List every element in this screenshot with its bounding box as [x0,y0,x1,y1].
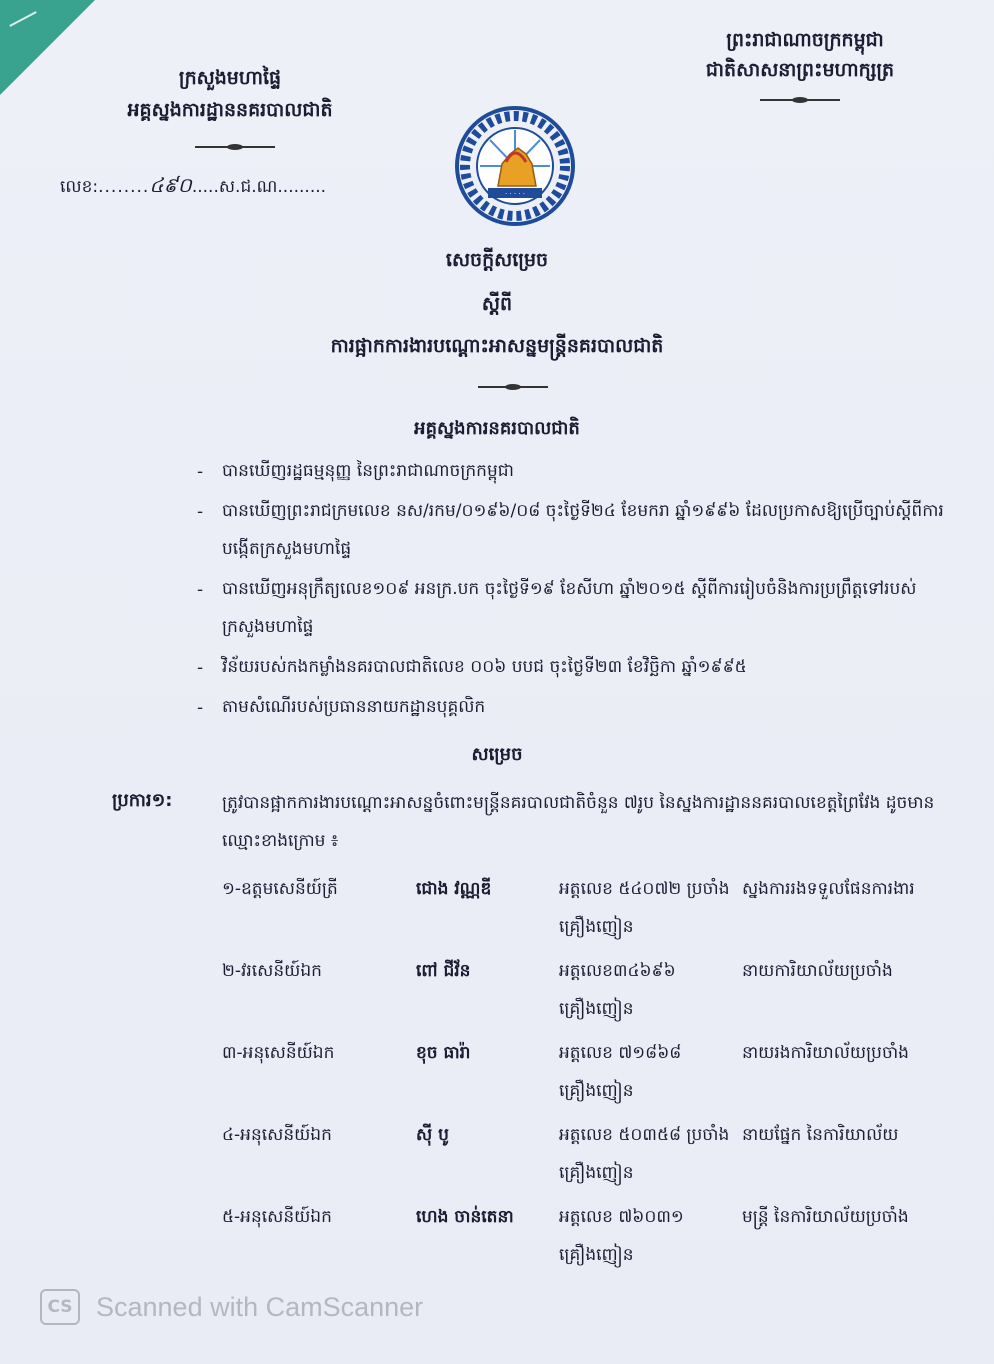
legal-basis-item: វិន័យរបស់កងកម្លាំងនគរបាលជាតិលេខ ០០៦ បបជ ចុះថ្ងៃទី២៣ ខែវិច្ឆិកា ឆ្នាំ១៩៩៥ [222,657,747,677]
issuer-heading: អគ្គស្នងការនគរបាលជាតិ [414,418,580,439]
decision-heading: សម្រេច [471,744,523,765]
document-subject-label: ស្ដីពី [481,293,513,315]
officer-id: អត្តលេខ ៧៦០៣១ គ្រឿងញៀន [559,1207,684,1265]
officer-name: ហេង ចាន់តេនា [416,1207,514,1227]
svg-text:· · · · ·: · · · · · [504,190,526,198]
department-name: អគ្គស្នងការដ្ឋាននគរបាលជាតិ [127,99,333,121]
officer-rank: ៥-អនុសេនីយ៍ឯក [222,1207,332,1227]
article-body: ត្រូវបានផ្អាកការងារបណ្ដោះអាសន្នចំពោះមន្ត្រីនគរបាលជាតិចំនួន ៧រូប នៃស្នងការដ្ឋាននគរបាលខេត្តព្រៃវែង ដូចមានឈ្មោះខាងក្រោម ៖ [222,793,935,851]
officer-rank: ៤-អនុសេនីយ៍ឯក [222,1125,332,1145]
officer-position: ស្នងការរងទទួលផែនការងារ [742,879,915,899]
bullet-marker: - [197,698,204,718]
officer-name: ខុច ធារ៉ា [416,1043,471,1063]
article-label: ប្រការ១: [112,790,173,811]
bullet-marker: - [197,658,204,678]
reference-handwritten-number: ៤៩០ [149,173,192,197]
officer-id: អត្តលេខ ៥៤០៧២ ប្រចាំងគ្រឿងញៀន [559,879,730,937]
legal-basis-item: បានឃើញរដ្ឋធម្មនុញ្ញ នៃព្រះរាជាណាចក្រកម្ពុជា [222,461,514,481]
title-divider [478,386,548,388]
officer-rank: ៣-អនុសេនីយ៍ឯក [222,1043,335,1063]
officer-position: នាយរងការិយាល័យប្រចាំង [742,1043,909,1063]
reference-suffix: ស.ជ.ណ [218,177,278,197]
officer-name: ស៊ី បូ [416,1125,449,1145]
bullet-marker: - [197,462,204,482]
officer-name: ពៅ ជីវ័ន [416,961,471,981]
officer-id: អត្តលេខ ៥០៣៥៨ ប្រចាំងគ្រឿងញៀន [559,1125,730,1183]
document-title: សេចក្ដីសម្រេច [445,249,549,271]
officer-id: អត្តលេខ ៧១៨៦៨ គ្រឿងញៀន [559,1043,682,1101]
national-police-emblem [440,104,590,228]
bullet-marker: - [197,580,204,600]
national-motto: ជាតិសាសនាព្រះមហាក្សត្រ [705,59,895,81]
legal-basis-item: បានឃើញព្រះរាជក្រមលេខ នស/រកម/០១៩៦/០៨ ចុះថ្ងៃទី២៤ ខែមករា ឆ្នាំ១៩៩៦ ដែលប្រកាសឱ្យប្រើច្បាប់ស្ដីពីការបង្កើតក្រសួងមហាផ្ទៃ [222,501,944,559]
reference-label: លេខ: [60,177,99,197]
reference-number: លេខ:........៤៩០.....ស.ជ.ណ......... [60,173,327,197]
header-left-divider [195,146,275,148]
officer-position: មន្ត្រី នៃការិយាល័យប្រចាំង [742,1207,909,1227]
legal-basis-item: បានឃើញអនុក្រឹត្យលេខ១០៩ អនក្រ.បក ចុះថ្ងៃទី១៩ ខែសីហា ឆ្នាំ២០១៥ ស្ដីពីការរៀបចំនិងការប្រព្រឹត្តទៅរបស់ក្រសួងមហាផ្ទៃ [222,579,917,637]
camscanner-text: Scanned with CamScanner [96,1291,424,1322]
kingdom-name: ព្រះរាជាណាចក្រកម្ពុជា [726,29,884,51]
document-subject: ការផ្អាកការងារបណ្ដោះអាសន្នមន្ត្រីនគរបាលជាតិ [330,335,664,357]
ministry-name: ក្រសួងមហាផ្ទៃ [178,67,282,89]
officer-rank: ២-វរសេនីយ៍ឯក [222,961,322,981]
page-corner-fold [0,0,95,95]
header-right-divider [760,99,840,101]
officer-id: អត្តលេខ៣៤៦៩៦ គ្រឿងញៀន [559,961,676,1019]
officer-position: នាយផ្នែក នៃការិយាល័យ [742,1125,899,1145]
officer-rank: ១-ឧត្ដមសេនីយ៍ត្រី [222,879,338,899]
officer-name: ជោង វណ្ណឌី [416,879,492,899]
bullet-marker: - [197,502,204,522]
legal-basis-item: តាមសំណើរបស់ប្រធាននាយកដ្ឋានបុគ្គលិក [222,697,486,717]
camscanner-watermark [40,1286,423,1328]
camscanner-logo-icon: CS [40,1289,80,1325]
officer-position: នាយការិយាល័យប្រចាំង [742,961,893,981]
